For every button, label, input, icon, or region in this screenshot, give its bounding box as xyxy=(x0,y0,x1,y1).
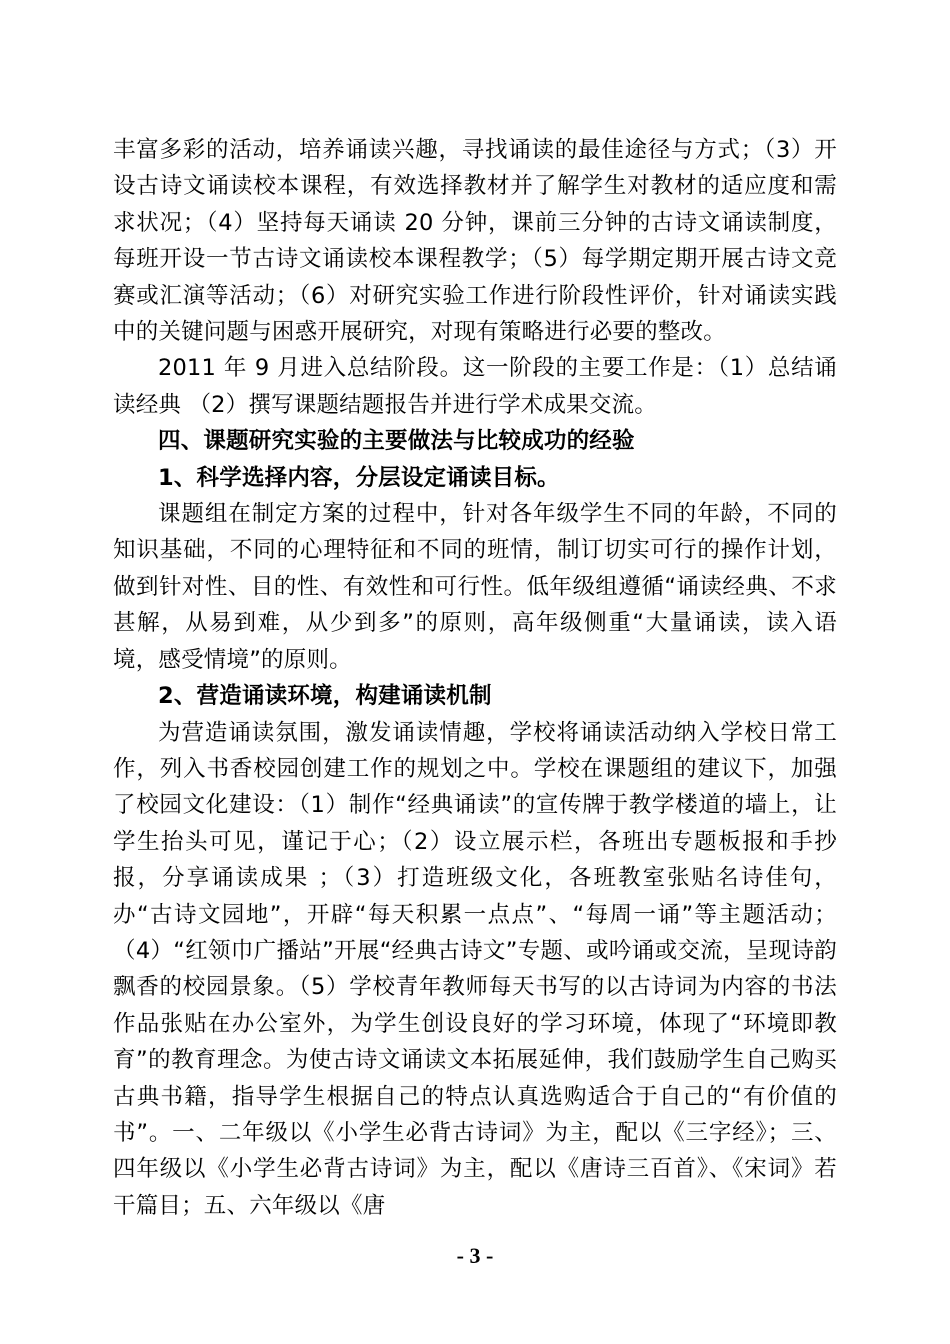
page-number: - 3 - xyxy=(456,1243,494,1268)
document-body xyxy=(113,132,837,1224)
paragraph-activities-continued: 丰富多彩的活动，培养诵读兴趣，寻找诵读的最佳途径与方式；（3）开设古诗文诵读校本课程，有效选择教材并了解学生对教材的适应度和需求状况；（4）坚持每天诵读 20 分钟，课前三分钟的古诗文诵读制度， 每班开设一节古诗文诵读校本课程教学；（5）每学期定期开展古诗文竞赛或汇演等活动；（6）对研究实验工作进行阶段性评价，针对诵读实践中的关键问题与困惑开展研究，对现有策略进行必要的整改。 xyxy=(113,137,837,346)
subheading-reading-environment: 2、营造诵读环境，构建诵读机制 xyxy=(158,683,492,710)
paragraph-content-selection: 课题组在制定方案的过程中，针对各年级学生不同的年龄，不同的知识基础，不同的心理特征和不同的班情，制订切实可行的操作计划，做到针对性、目的性、有效性和可行性。低年级组遵循“诵读经典、不求甚解，从易到难，从少到多”的原则，高年级侧重“大量诵读，读入语境，感受情境”的原则。 xyxy=(113,501,837,673)
paragraph-reading-environment: 为营造诵读氛围，激发诵读情趣，学校将诵读活动纳入学校日常工作，列入书香校园创建工作的规划之中。学校在课题组的建议下，加强了校园文化建设：（1）制作“经典诵读”的宣传牌于教学楼道的墙上，让学生抬头可见，谨记于心；（2）设立展示栏，各班出专题板报和手抄报，分享诵读成果 ；（3）打造班级文化，各班教室张贴名诗佳句，办“古诗文园地”，开辟“每天积累一点点”、“每周一诵”等主题活动；（4）“红领巾广播站”开展“经典古诗文”专题、或吟诵或交流，呈现诗韵飘香的校园景象。（5）学校青年教师每天书写的以古诗词为内容的书法作品张贴在办公室外，为学生创设良好的学习环境，体现了“环境即教育”的教育理念。为使古诗文诵读文本拓展延伸，我们鼓励学生自己购买古典书籍，指导学生根据自己的特点认真选购适合于自己的“有价值的书”。一、二年级以《小学生必背古诗词》为主，配以《三字经》；三、四年级以《小学生必背古诗词》为主，配以《唐诗三百首》、《宋词》若干篇目；五、六年级以《唐 xyxy=(113,719,837,1219)
paragraph-summary-stage: 2011 年 9 月进入总结阶段。这一阶段的主要工作是：（1）总结诵读经典 （2）撰写课题结题报告并进行学术成果交流。 xyxy=(113,355,837,418)
section-heading-methods: 四、课题研究实验的主要做法与比较成功的经验 xyxy=(158,428,635,455)
subheading-content-selection: 1、科学选择内容，分层设定诵读目标。 xyxy=(158,464,560,491)
